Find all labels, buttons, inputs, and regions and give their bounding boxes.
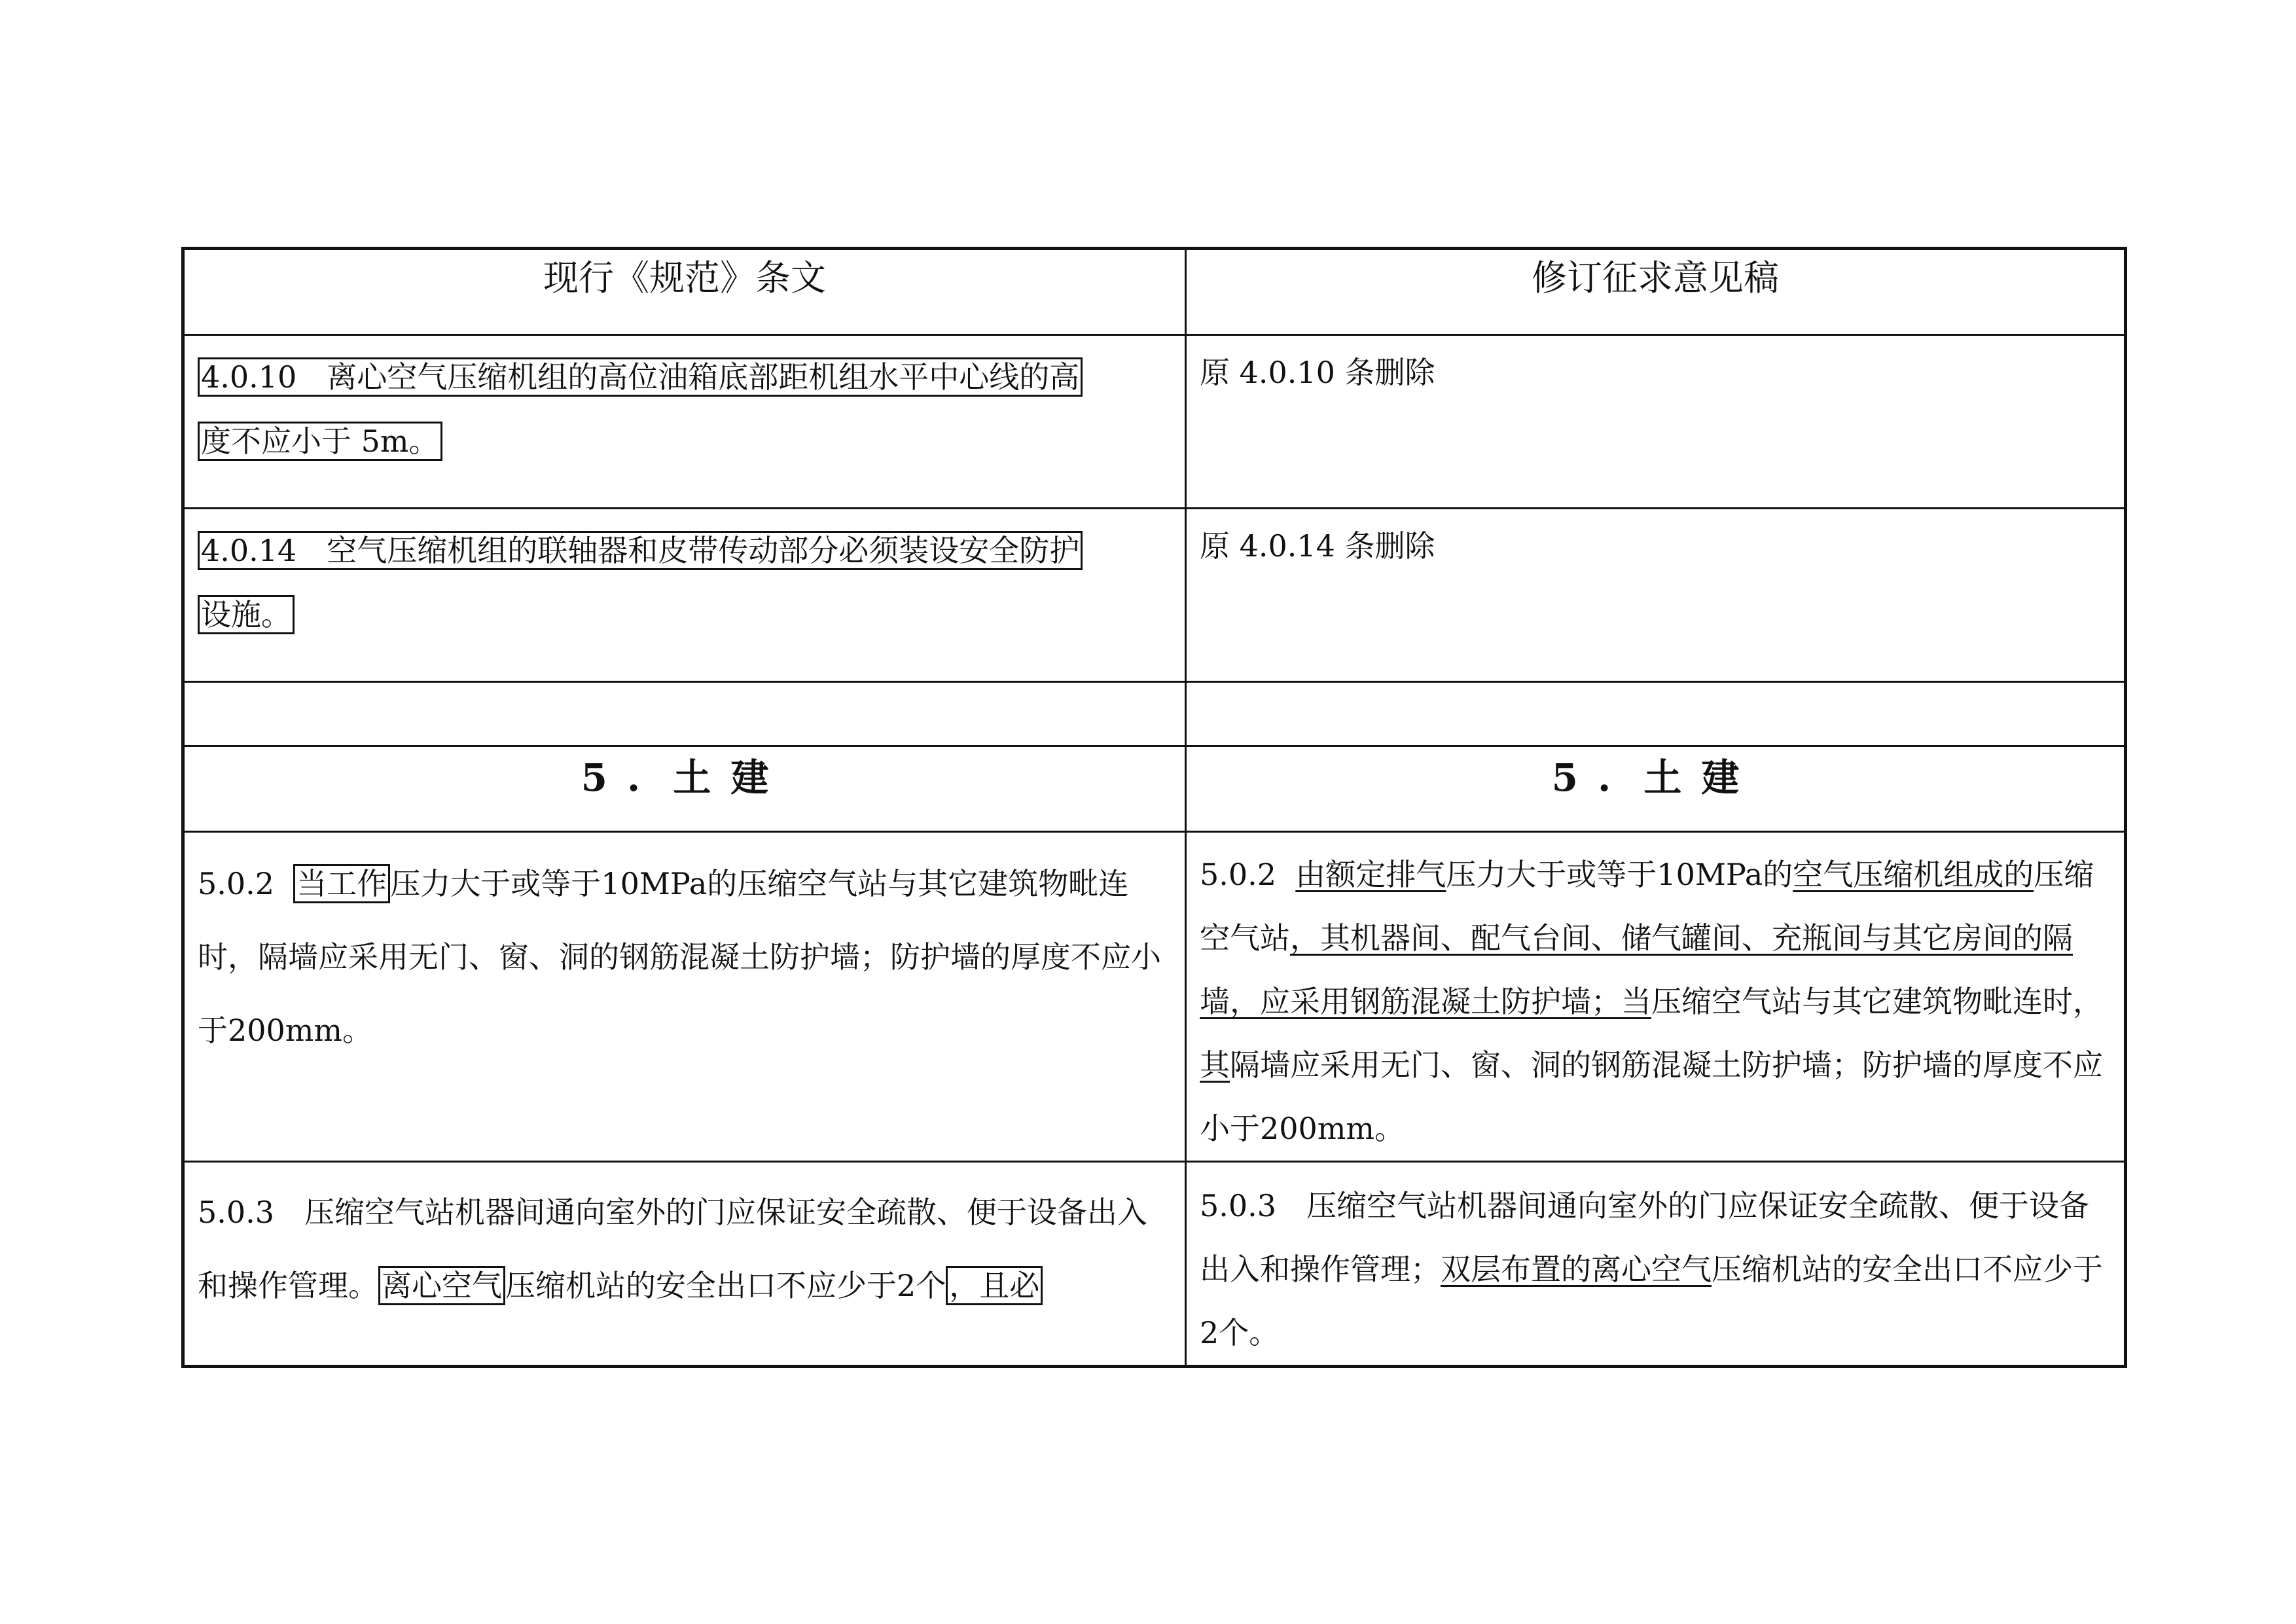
section-heading-current: 5. 土建	[183, 746, 1186, 832]
table-row	[183, 335, 2126, 509]
deleted-text-box: 设施。	[198, 595, 295, 634]
deleted-text-box: 离心空气	[378, 1266, 505, 1305]
header-revised-draft: 修订征求意见稿	[1186, 249, 2126, 335]
revised-clause-cell	[1186, 509, 2126, 682]
table-header-row	[183, 249, 2126, 335]
deleted-text-box: ，且必	[946, 1266, 1043, 1305]
deleted-text-box: 当工作	[293, 864, 390, 903]
inserted-text: 双层布置的离心空气	[1441, 1252, 1712, 1287]
inserted-text: ，其机器间、配气台间、储气罐间、充瓶间与其它房间的隔墙，应采用钢筋混凝土防护墙；当	[1200, 920, 2073, 1019]
table-row	[183, 1162, 2126, 1367]
revision-note: 原 4.0.10 条删除	[1200, 355, 1435, 390]
inserted-text: 空气压缩机组成的	[1793, 857, 2034, 892]
comparison-table	[181, 247, 2127, 1368]
deleted-text-box: 度不应小于 5m。	[198, 422, 442, 461]
current-clause-cell: 5.0.2 当工作 压力大于或等于10MPa的压缩空气站与其它建筑物毗连时，隔墙应采用无门、窗、洞的钢筋混凝土防护墙；防护墙的厚度不应小于200mm。	[183, 832, 1186, 1162]
revised-clause-cell: 5.0.2 由额定排气压力大于或等于10MPa的空气压缩机组成的压缩空气站，其机器间、配气台间、储气罐间、充瓶间与其它房间的隔墙，应采用钢筋混凝土防护墙；当压缩空气站与其它建筑物毗连时，其隔墙应采用无门、窗、洞的钢筋混凝土防护墙；防护墙的厚度不应小于200mm。	[1186, 832, 2126, 1162]
table-row	[183, 509, 2126, 682]
section-heading-revised: 5. 土建	[1186, 746, 2126, 832]
deleted-text-box: 4.0.10 离心空气压缩机组的高位油箱底部距机组水平中心线的高	[198, 357, 1083, 397]
header-current-clause: 现行《规范》条文	[183, 249, 1186, 335]
inserted-text: 其	[1200, 1047, 1230, 1083]
current-clause-cell	[183, 509, 1186, 682]
deleted-text-box: 4.0.14 空气压缩机组的联轴器和皮带传动部分必须装设安全防护	[198, 531, 1083, 570]
revised-clause-cell	[1186, 335, 2126, 509]
section-heading-row	[183, 746, 2126, 832]
inserted-text: 由额定排气	[1295, 857, 1446, 892]
table-row	[183, 832, 2126, 1162]
revision-note: 原 4.0.14 条删除	[1200, 528, 1435, 564]
current-clause-cell: 5.0.3 压缩空气站机器间通向室外的门应保证安全疏散、便于设备出入和操作管理。 离心空气 压缩机站的安全出口不应少于2个 ，且必	[183, 1162, 1186, 1367]
current-clause-cell	[183, 335, 1186, 509]
blank-row	[183, 682, 2126, 746]
revised-clause-cell: 5.0.3 压缩空气站机器间通向室外的门应保证安全疏散、便于设备出入和操作管理；双层布置的离心空气压缩机站的安全出口不应少于2个。	[1186, 1162, 2126, 1367]
